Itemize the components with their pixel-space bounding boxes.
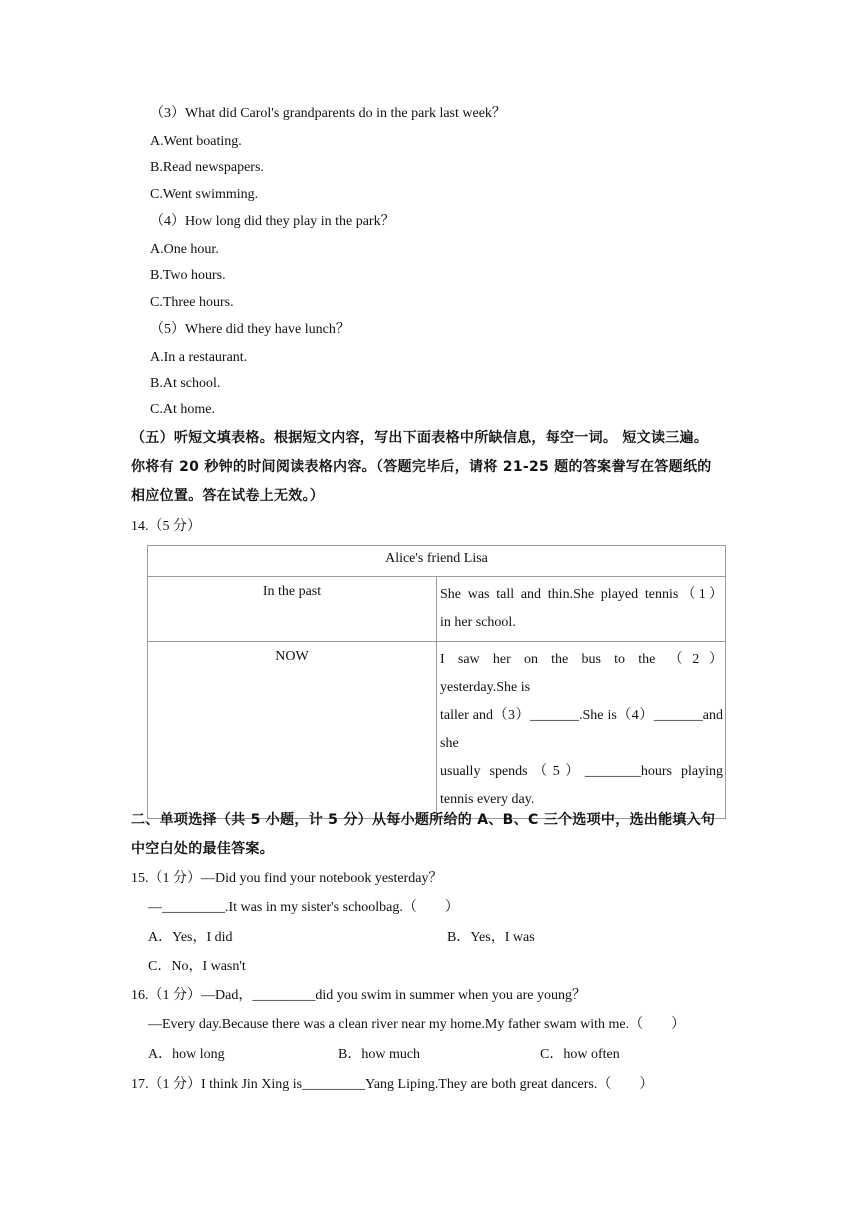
q13-sub4-option-c: C.Three hours. bbox=[150, 295, 234, 310]
q17-stem: 17.（1 分）I think Jin Xing is_________Yang Liping.They are both great dancers.（ ） bbox=[131, 1077, 654, 1092]
q15-option-c: C．No，I wasn't bbox=[148, 959, 246, 974]
q16-option-c: C．how often bbox=[540, 1047, 620, 1062]
row2-line: yesterday.She is bbox=[440, 680, 531, 695]
row1-line: She was tall and thin.She played tennis（1） bbox=[440, 587, 723, 602]
q16-option-a: A．how long bbox=[148, 1047, 225, 1062]
q13-sub3-option-b: B.Read newspapers. bbox=[150, 160, 264, 175]
row2-line: she bbox=[440, 736, 459, 751]
section5-instruction-line2: 你将有 20 秒钟的时间阅读表格内容。（答题完毕后，请将 21-25 题的答案誊写在答题纸的 bbox=[131, 459, 712, 475]
row2-line: tennis every day. bbox=[440, 792, 535, 807]
row1-line: in her school. bbox=[440, 615, 516, 630]
section5-instruction-line1: （五）听短文填表格。根据短文内容，写出下面表格中所缺信息，每空一词。 短文读三遍。 bbox=[131, 430, 709, 446]
row2-line: taller and（3）_______.She is（4）_______and bbox=[440, 708, 723, 723]
table-row2-content bbox=[437, 642, 726, 819]
q14-table bbox=[147, 545, 726, 819]
q13-sub5-question: （5）Where did they have lunch？ bbox=[150, 322, 350, 337]
q13-sub4-option-a: A.One hour. bbox=[150, 242, 219, 257]
q13-sub3-option-c: C.Went swimming. bbox=[150, 187, 259, 202]
part2-heading-line1: 二、单项选择（共 5 小题，计 5 分）从每小题所给的 A、B、C 三个选项中，选出能填入句 bbox=[131, 812, 716, 828]
table-title: Alice's friend Lisa bbox=[148, 546, 726, 577]
section5-instruction-line3: 相应位置。答在试卷上无效。） bbox=[131, 488, 325, 504]
q16-option-b: B．how much bbox=[338, 1047, 421, 1062]
q15-response: —_________.It was in my sister's schoolbag.（ ） bbox=[148, 900, 459, 915]
q13-sub4-question: （4）How long did they play in the park？ bbox=[150, 214, 395, 229]
q13-sub5-option-c: C.At home. bbox=[150, 402, 215, 417]
q15-stem: 15.（1 分）—Did you find your notebook yesterday？ bbox=[131, 871, 443, 886]
q15-option-b: B．Yes，I was bbox=[447, 930, 535, 945]
q13-sub3-option-a: A.Went boating. bbox=[150, 134, 242, 149]
q13-sub3-question: （3）What did Carol's grandparents do in the park last week？ bbox=[150, 106, 506, 121]
row2-line: usually spends（5）________hours playing bbox=[440, 764, 723, 779]
q15-option-a: A．Yes，I did bbox=[148, 930, 233, 945]
table-row2-label: NOW bbox=[148, 642, 437, 819]
table-row1-label: In the past bbox=[148, 577, 437, 642]
q13-sub4-option-b: B.Two hours. bbox=[150, 268, 226, 283]
q16-response: —Every day.Because there was a clean river near my home.My father swam with me.（ ） bbox=[148, 1017, 686, 1032]
q16-stem: 16.（1 分）—Dad，_________did you swim in summer when you are young？ bbox=[131, 988, 586, 1003]
q14-label: 14.（5 分） bbox=[131, 519, 201, 534]
part2-heading-line2: 中空白处的最佳答案。 bbox=[131, 841, 274, 857]
table-row1-content bbox=[437, 577, 726, 642]
row2-line: I saw her on the bus to the （2） bbox=[440, 652, 723, 667]
q13-sub5-option-a: A.In a restaurant. bbox=[150, 350, 248, 365]
q13-sub5-option-b: B.At school. bbox=[150, 376, 221, 391]
